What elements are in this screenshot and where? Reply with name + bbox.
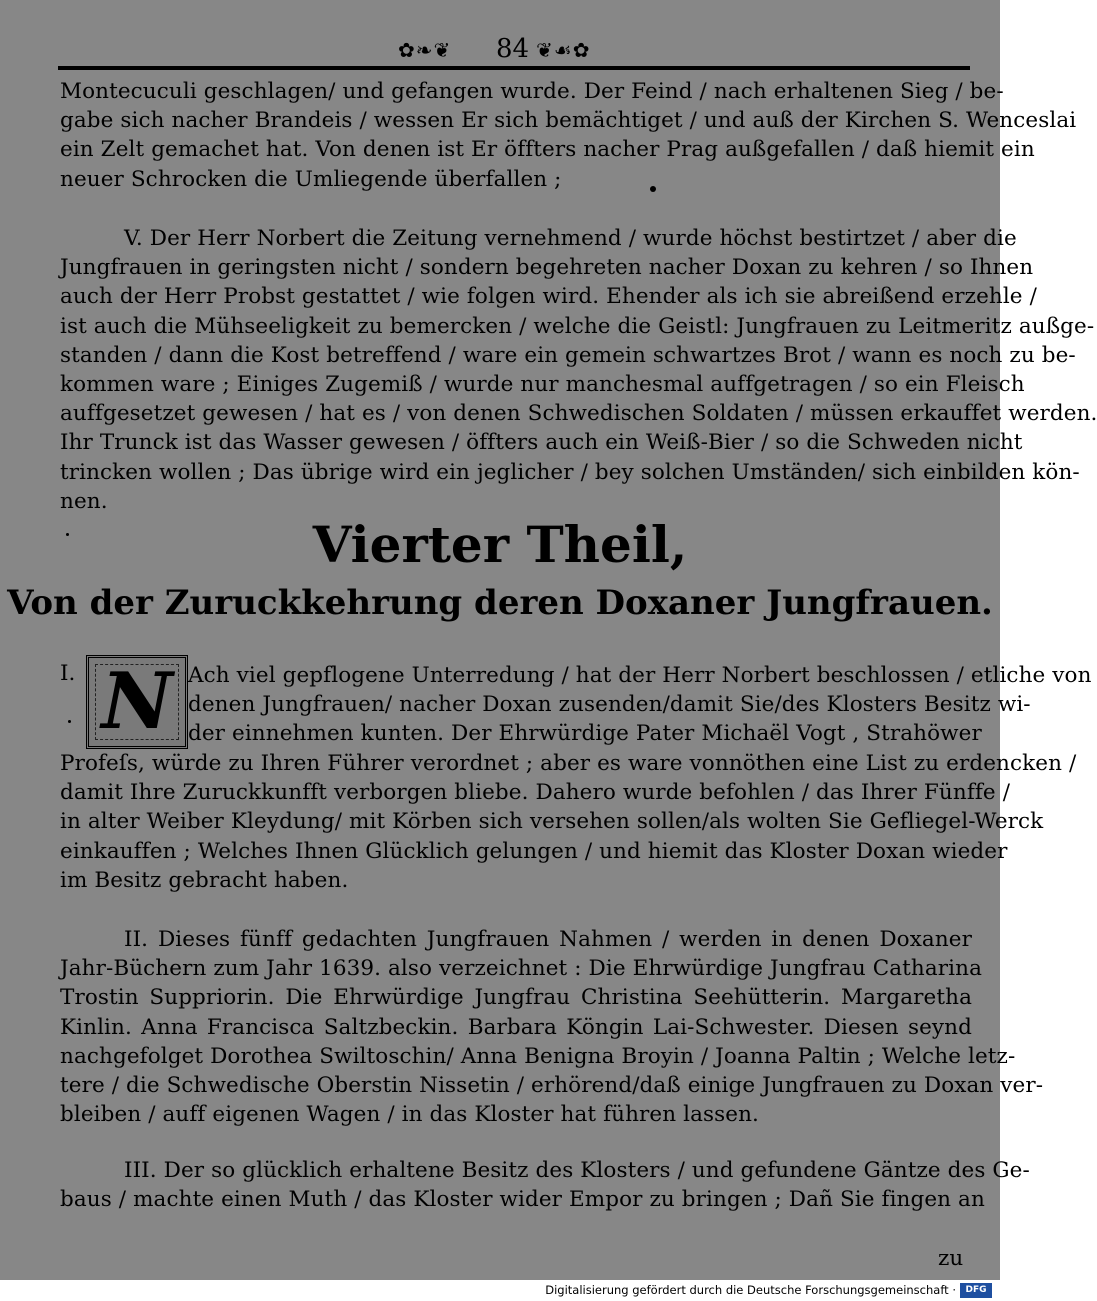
paragraph-ii	[60, 925, 1044, 1129]
text-line: einkauffen ; Welches Ihnen Glücklich gelungen / und hiemit das Kloster Doxan wieder	[60, 838, 1008, 864]
text-line: gabe sich nacher Brandeis / wessen Er sich bemächtiget / und auß der Kirchen S. Wenceslai	[60, 108, 1077, 134]
text-line: denen Jungfrauen/ nacher Doxan zusenden/damit Sie/des Klosters Besitz wi-	[188, 692, 1031, 718]
page-number: 84	[496, 34, 530, 64]
text-line: kommen ware ; Einiges Zugemiß / wurde nur manchesmal auffgetragen / so ein Fleisch	[60, 372, 1025, 398]
text-line: Jungfrauen in geringsten nicht / sondern begehreten nacher Doxan zu kehren / so Ihnen	[60, 255, 1034, 281]
text-line: Kinlin. Anna Francisca Saltzbeckin. Barbara Köngin Lai-Schwester. Diesen seynd	[60, 1014, 972, 1040]
text-line: Trostin Suppriorin. Die Ehrwürdige Jungfrau Christina Seehütterin. Margaretha	[60, 985, 972, 1011]
text-line: trincken wollen ; Das übrige wird ein jeglicher / bey solchen Umständen/ sich einbilden kön-	[60, 459, 1080, 485]
paragraph-intro	[60, 77, 1077, 194]
text-line: V. Der Herr Norbert die Zeitung vernehmend / wurde höchst bestirtzet / aber die	[124, 226, 1017, 251]
text-line: Montecuculi geschlagen/ und gefangen wurde. Der Feind / nach erhaltenen Sieg / be-	[60, 79, 1004, 104]
text-line: neuer Schrocken die Umliegende überfallen ;	[60, 166, 562, 192]
header-rule	[58, 66, 970, 70]
text-line: damit Ihre Zuruckkunfft verborgen bliebe. Dahero wurde befohlen / das Ihrer Fünffe /	[60, 780, 1011, 806]
text-line: ist auch die Mühseeligkeit zu bemercken / welche die Geistl: Jungfrauen zu Leitmeritz außge-	[60, 313, 1095, 339]
ink-speck	[66, 533, 69, 536]
text-line: Jahr-Büchern zum Jahr 1639. also verzeichnet : Die Ehrwürdige Jungfrau Catharina	[60, 956, 982, 982]
text-line: tere / die Schwedische Oberstin Nissetin / erhörend/daß einige Jungfrauen zu Doxan ver-	[60, 1073, 1044, 1099]
ink-speck	[650, 186, 656, 192]
section-title: Vierter Theil,	[312, 515, 688, 574]
text-line: II. Dieses fünff gedachten Jungfrauen Nahmen / werden in denen Doxaner	[124, 927, 972, 952]
text-line: Ach viel gepflogene Unterredung / hat der Herr Norbert beschlossen / etliche von	[188, 663, 1092, 688]
footer-credit: Digitalisierung gefördert durch die Deutsche Forschungsgemeinschaft ·	[545, 1283, 956, 1297]
section-subtitle: Von der Zuruckkehrung deren Doxaner Jungfrauen.	[7, 583, 993, 623]
text-line: III. Der so glücklich erhaltene Besitz des Klosters / und gefundene Gäntze des Ge-	[124, 1158, 1030, 1183]
text-line: standen / dann die Kost betreffend / ware ein gemein schwartzes Brot / wann es noch zu be-	[60, 342, 1076, 368]
text-line: nen.	[60, 488, 108, 514]
paragraph-i-beside-cap	[188, 661, 1092, 749]
text-line: ein Zelt gemachet hat. Von denen ist Er öffters nacher Prag außgefallen / daß hiemit ein	[60, 137, 1035, 163]
paragraph-iii	[60, 1156, 1030, 1214]
text-line: Ihr Trunck ist das Wasser gewesen / öffters auch ein Weiß-Bier / so die Schweden nicht	[60, 430, 1023, 456]
paragraph-i	[60, 749, 1077, 895]
page-header	[0, 34, 1000, 68]
text-line: der einnehmen kunten. Der Ehrwürdige Pater Michaël Vogt , Strahöwer	[188, 721, 982, 747]
text-line: auch der Herr Probst gestattet / wie folgen wird. Ehender als ich sie abreißend erzehle /	[60, 284, 1037, 310]
text-line: Profeſs, würde zu Ihren Führer verordnet ; aber es ware vonnöthen eine List zu erdencken /	[60, 751, 1077, 776]
text-line: im Besitz gebracht haben.	[60, 867, 349, 893]
catchword: zu	[938, 1246, 964, 1271]
drop-cap: N	[86, 655, 188, 749]
text-line: in alter Weiber Kleydung/ mit Körben sich versehen sollen/als wolten Sie Gefliegel-Werck	[60, 809, 1044, 835]
ornament-right-icon: ❦☙✿	[536, 38, 591, 62]
text-line: auffgesetzet gewesen / hat es / von denen Schwedischen Soldaten / müssen erkauffet werden.	[60, 401, 1097, 427]
text-line: baus / machte einen Muth / das Kloster wider Empor zu bringen ; Dañ Sie fingen an	[60, 1187, 985, 1213]
paragraph-numeral: I.	[60, 661, 76, 686]
ink-speck	[68, 720, 71, 723]
paragraph-v	[60, 224, 1097, 516]
footer-bar	[0, 1280, 1000, 1301]
ornament-left-icon: ✿❧❦	[398, 38, 452, 62]
dfg-logo[interactable]: DFG	[960, 1283, 992, 1298]
text-line: bleiben / auff eigenen Wagen / in das Kloster hat führen lassen.	[60, 1102, 759, 1128]
text-line: nachgefolget Dorothea Swiltoschin/ Anna Benigna Broyin / Joanna Paltin ; Welche letz-	[60, 1043, 1016, 1069]
